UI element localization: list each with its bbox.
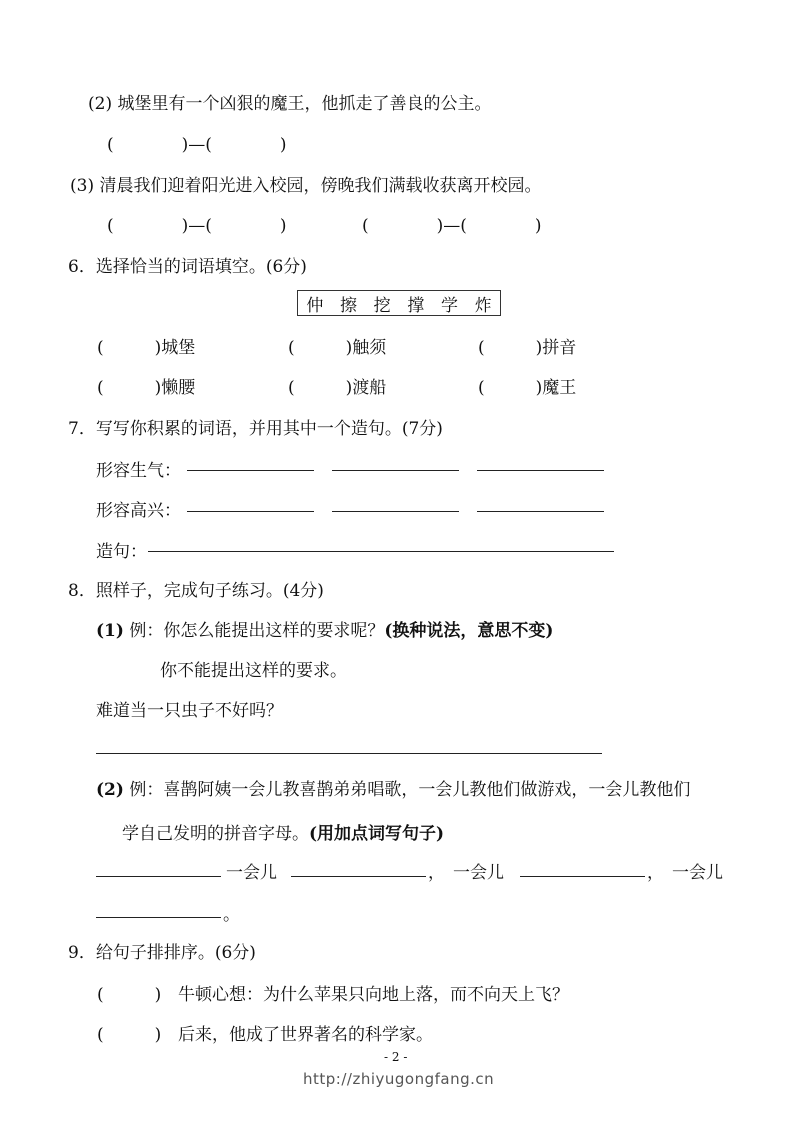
word-bank-item: 学 <box>440 295 458 316</box>
q5-item-3: (3) 清晨我们迎着阳光进入校园，傍晚我们满载收获离开校园。 <box>70 176 542 196</box>
q9-title: 9．给句子排排序。(6分) <box>68 943 256 963</box>
q7-label-sentence: 造句： <box>96 542 147 562</box>
q7-label-happy: 形容高兴： <box>96 501 181 521</box>
exercise-1-sentence: 难道当一只虫子不好吗？ <box>96 701 283 721</box>
sentence-answer-line[interactable] <box>148 551 614 552</box>
q6-fill-stretch[interactable]: ( )懒腰 <box>97 378 196 398</box>
example-2-text-line1: 例：喜鹊阿姨一会儿教喜鹊弟弟唱歌，一会儿教他们做游戏，一会儿教他们 <box>129 780 691 800</box>
q6-fill-castle[interactable]: ( )城堡 <box>97 338 196 358</box>
example-1-text: 例：你怎么能提出这样的要求呢？ <box>129 621 385 641</box>
word-bank-item: 仲 <box>306 295 324 316</box>
q5-item-2-answer[interactable]: ( )—( ) <box>107 135 287 155</box>
word-bank-item: 挖 <box>373 295 391 316</box>
q9-sentence-2: 后来，他成了世界著名的科学家。 <box>178 1025 433 1045</box>
q8-example-2-line2 <box>122 819 444 844</box>
q6-fill-demon-king[interactable]: ( )魔王 <box>478 378 577 398</box>
q8-example-2 <box>96 775 690 800</box>
word-bank-item: 擦 <box>339 295 357 316</box>
q7-title: 7．写写你积累的词语，并用其中一个造句。(7分) <box>68 419 443 439</box>
fill-word-1: 一会儿 <box>226 863 277 883</box>
answer-line[interactable] <box>477 511 604 512</box>
example-2-instruction: (用加点词写句子) <box>309 824 445 844</box>
q7-label-angry: 形容生气： <box>96 461 181 481</box>
q6-fill-antenna[interactable]: ( )触须 <box>288 338 387 358</box>
exercise-1-answer-line[interactable] <box>96 753 602 754</box>
word-bank-item: 撑 <box>407 295 425 316</box>
q8-title: 8．照样子，完成句子练习。(4分) <box>68 581 324 601</box>
q5-item-3-answer-1[interactable]: ( )—( ) <box>107 216 287 236</box>
q9-sentence-1: 牛顿心想：为什么苹果只向地上落，而不向天上飞？ <box>178 985 569 1005</box>
q5-item-3-answer-2[interactable]: ( )—( ) <box>362 216 542 236</box>
answer-line[interactable] <box>477 470 604 471</box>
fill-word-3: 一会儿 <box>672 863 723 883</box>
q6-title: 6．选择恰当的词语填空。(6分) <box>68 257 307 277</box>
q6-fill-pinyin[interactable]: ( )拼音 <box>478 338 577 358</box>
website-url[interactable]: http://zhiyugongfang.cn <box>303 1070 495 1088</box>
exercise-2-blank[interactable] <box>520 876 645 877</box>
comma-2: ， <box>647 863 664 883</box>
example-2-number: (2) <box>96 780 124 800</box>
answer-line[interactable] <box>332 511 459 512</box>
example-1-instruction: (换种说法，意思不变) <box>384 621 554 641</box>
page-number: - 2 - <box>384 1050 408 1064</box>
exercise-2-blank[interactable] <box>96 917 221 918</box>
answer-line[interactable] <box>187 511 314 512</box>
fill-word-2: 一会儿 <box>453 863 504 883</box>
exercise-2-blank[interactable] <box>291 876 426 877</box>
q9-order-box-1[interactable]: ( ) <box>97 985 162 1005</box>
q5-item-2: (2) 城堡里有一个凶狠的魔王，他抓走了善良的公主。 <box>88 94 492 114</box>
word-bank-item: 炸 <box>474 295 492 316</box>
word-bank-box <box>297 290 501 316</box>
q6-fill-ferry[interactable]: ( )渡船 <box>288 378 387 398</box>
example-1-answer: 你不能提出这样的要求。 <box>160 661 347 681</box>
q9-order-box-2[interactable]: ( ) <box>97 1025 162 1045</box>
example-1-number: (1) <box>96 621 124 641</box>
answer-line[interactable] <box>187 470 314 471</box>
period: 。 <box>223 905 240 925</box>
q8-example-1 <box>96 616 553 641</box>
exercise-2-blank[interactable] <box>96 876 221 877</box>
comma-1: ， <box>428 863 445 883</box>
example-2-text-line2: 学自己发明的拼音字母。 <box>122 824 309 844</box>
answer-line[interactable] <box>332 470 459 471</box>
